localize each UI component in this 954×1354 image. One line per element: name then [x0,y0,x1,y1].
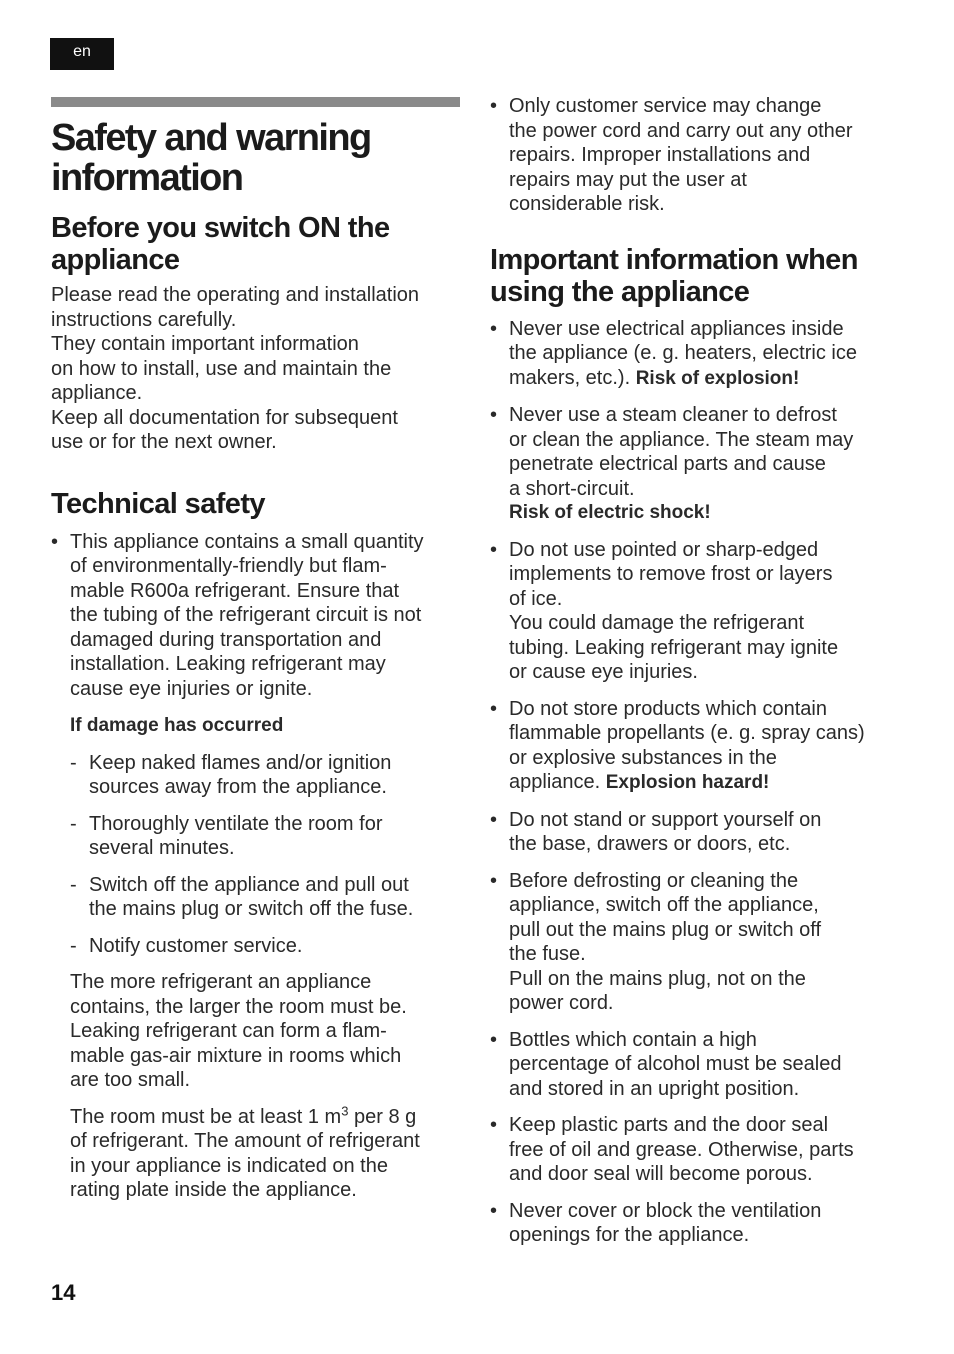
warning-text: Risk of electric shock! [509,502,711,523]
text-line: a short-circuit. [509,477,635,500]
warning-text: Explosion hazard! [605,772,770,793]
list-item [490,538,910,685]
page-title [51,118,466,198]
list-item [490,94,910,217]
list-item [490,808,910,857]
text-line: penetrate electrical parts and cause [509,453,826,475]
bullet-icon: • [490,538,498,561]
text-line: contains, the larger the room must be. [70,995,407,1018]
list-item [490,1199,910,1248]
text-line: percentage of alcohol must be sealed [509,1053,842,1075]
text-line: repairs may put the user at [509,168,747,191]
before-switch-on-heading [51,212,466,276]
text-line: Keep all documentation for subsequent [51,406,398,429]
list-item [70,934,466,959]
dash-icon: - [70,873,77,896]
text-line: repairs. Improper installations and [509,144,811,166]
text-line: sources away from the appliance. [89,776,387,798]
text-line: the mains plug or switch off the fuse. [89,898,414,920]
list-item [490,317,910,392]
text-line: Do not stand or support yourself on [509,808,822,831]
text-line: Never use a steam cleaner to defrost [509,404,837,426]
text-line: several minutes. [89,837,235,859]
text-line: on how to install, use and maintain the [51,357,392,380]
section-rule [51,97,460,107]
text-line: implements to remove frost or layers [509,563,833,585]
room-size-text [70,1102,466,1203]
text-line: pull out the mains plug or switch off [509,918,822,941]
technical-safety-heading: Technical safety [51,487,265,520]
more-refrigerant-text [70,970,466,1093]
text-line: Do not use pointed or sharp-edged [509,538,819,561]
bullet-icon: • [490,95,498,117]
left-column [51,118,466,1203]
text-line: power cord. [509,992,614,1014]
text-line: This appliance contains a small quantity [70,530,424,553]
before-switch-on-text [51,283,466,455]
text-line: You could damage the refrigerant [509,612,805,634]
text-line: installation. Leaking refrigerant may [70,653,386,675]
text-line: the appliance (e. g. heaters, electric ice [509,342,857,364]
text-line: Bottles which contain a high [509,1028,757,1051]
heading-line: Before you switch ON the [51,212,390,244]
text-line: considerable risk. [509,193,665,215]
dash-icon: - [70,751,77,774]
list-item [70,812,466,861]
heading-line: appliance [51,244,180,276]
text-line: the tubing of the refrigerant circuit is not [70,604,422,626]
bullet-icon: • [490,1114,498,1136]
bullet-icon: • [490,404,498,426]
text-line: Before defrosting or cleaning the [509,869,799,892]
list-item [490,869,910,1016]
text-line: the base, drawers or doors, etc. [509,833,791,855]
text-line: Keep naked flames and/or ignition [89,751,392,774]
text-line: mable R600a refrigerant. Ensure that [70,579,400,602]
list-item [490,1113,910,1187]
text-fragment: appliance. [509,771,606,793]
important-info-heading [490,244,910,308]
text-line: Please read the operating and installation [51,284,420,306]
text-fragment: makers, etc.). [509,366,636,389]
text-line: instructions carefully. [51,308,237,331]
damage-heading: If damage has occurred [70,715,284,736]
dash-icon: - [70,812,77,835]
heading-line: using the appliance [490,275,750,308]
text-line: damaged during transportation and [70,628,382,651]
text-line: the power cord and carry out any other [509,119,853,142]
text-line [70,1102,466,1130]
customer-service-list [490,94,910,217]
text-line: Never cover or block the ventilation [509,1199,822,1222]
text-line: Pull on the mains plug, not on the [509,967,806,990]
text-line [509,366,910,392]
text-line: Keep plastic parts and the door seal [509,1114,829,1136]
text-line: Do not store products which contain [509,697,827,720]
text-line: cause eye injuries or ignite. [70,677,313,700]
page-number: 14 [51,1280,76,1305]
list-item [490,1028,910,1102]
text-line: Thoroughly ventilate the room for [89,812,383,835]
bullet-icon: • [490,1199,498,1222]
text-line: Notify customer service. [89,934,303,957]
right-column [490,94,910,1248]
bullet-icon: • [490,869,498,892]
list-item [51,530,466,1203]
page-title-line: Safety and warning [51,117,371,159]
text-line: or explosive substances in the [509,746,777,769]
bullet-icon: • [51,530,59,553]
text-line: use or for the next owner. [51,431,277,453]
text-line: rating plate inside the appliance. [70,1179,357,1201]
text-line: or clean the appliance. The steam may [509,428,854,451]
list-item [490,697,910,796]
text-line: in your appliance is indicated on the [70,1154,388,1177]
bullet-icon: • [490,1028,498,1051]
text-line: and stored in an upright position. [509,1077,800,1100]
damage-list [70,751,466,959]
text-line: free of oil and grease. Otherwise, parts [509,1138,854,1161]
text-line: Switch off the appliance and pull out [89,873,409,896]
text-fragment: per 8 g [348,1105,417,1128]
text-line: openings for the appliance. [509,1224,750,1246]
page-title-line: information [51,157,243,199]
text-line: and door seal will become porous. [509,1163,813,1185]
text-line: appliance, switch off the appliance, [509,894,819,916]
text-line: the fuse. [509,943,586,965]
text-line: tubing. Leaking refrigerant may ignite [509,636,839,659]
bullet-icon: • [490,317,498,340]
bullet-icon: • [490,808,498,831]
text-line: of environmentally-friendly but flam- [70,555,387,577]
text-line: The more refrigerant an appliance [70,971,372,993]
text-line: flammable propellants (e. g. spray cans) [509,722,865,744]
dash-icon: - [70,934,77,957]
text-line: of ice. [509,587,563,610]
bullet-icon: • [490,697,498,720]
heading-line: Important information when [490,243,858,276]
list-item [70,751,466,800]
list-item [490,403,910,526]
superscript: 3 [341,1102,349,1118]
warning-text: Risk of explosion! [635,367,800,389]
text-fragment: The room must be at least 1 m [70,1105,342,1128]
text-line: mable gas-air mixture in rooms which [70,1044,402,1067]
text-line: Leaking refrigerant can form a flam- [70,1020,387,1042]
list-item [70,873,466,922]
important-info-list [490,317,910,1248]
text-line: Only customer service may change [509,95,822,117]
text-line: Never use electrical appliances inside [509,317,844,340]
text-line: of refrigerant. The amount of refrigerant [70,1130,420,1152]
text-line: are too small. [70,1069,191,1091]
technical-safety-list [51,530,466,1203]
text-line: or cause eye injuries. [509,661,698,683]
text-line [509,770,910,796]
language-badge: en [50,38,114,70]
text-line: They contain important information [51,333,359,355]
text-line: appliance. [51,382,143,404]
